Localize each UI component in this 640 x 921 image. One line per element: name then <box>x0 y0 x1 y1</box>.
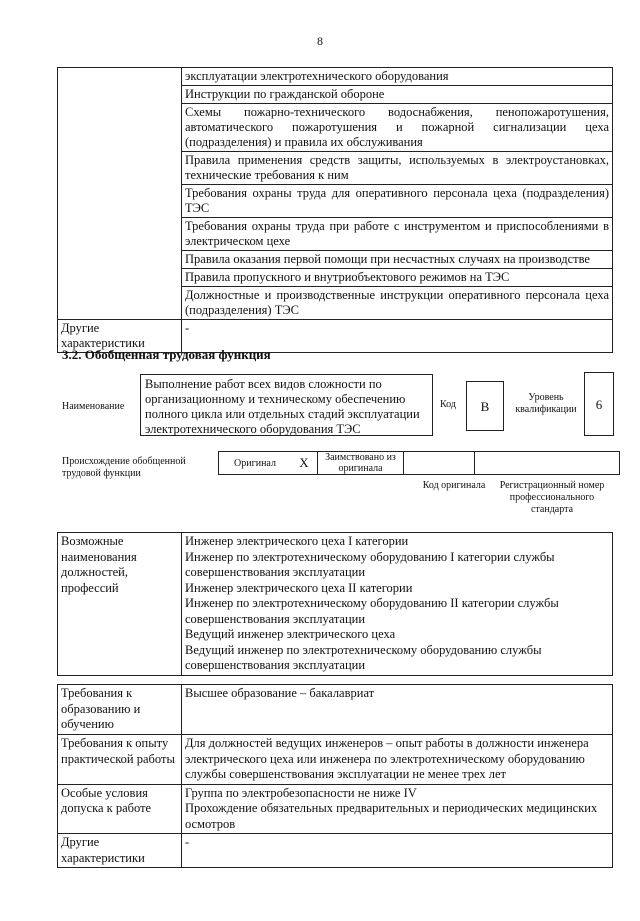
knowledge-row: Схемы пожарно-технического водоснабжения, пенопожаротушения, автоматического пожаротушения и пожарной сигнализации цеха (подразделения) и правила их обслуживания <box>182 104 613 152</box>
knowledge-row: эксплуатации электротехнического оборудования <box>182 68 613 86</box>
name-label: Наименование <box>62 401 125 412</box>
reg-number-caption: Регистрационный номер профессионального стандарта <box>499 480 605 515</box>
knowledge-row: Правила применения средств защиты, используемых в электроустановках, технические требования к ним <box>182 152 613 185</box>
code-label: Код <box>440 399 456 410</box>
knowledge-table <box>57 67 613 353</box>
knowledge-row: Инструкции по гражданской обороне <box>182 86 613 104</box>
requirements-table <box>57 684 613 868</box>
qualification-level-box: 6 <box>584 372 614 436</box>
profession-item: Инженер по электротехническому оборудованию II категории службы совершенствования эксплуатации <box>185 596 559 626</box>
professions-label: Возможные наименования должностей, профессий <box>58 533 182 676</box>
conditions-value <box>182 784 613 834</box>
origin-borrowed: Заимствовано из оригинала <box>318 452 404 475</box>
origin-label: Происхождение обобщенной трудовой функции <box>62 456 186 479</box>
condition-item: Прохождение обязательных предварительных и периодических медицинских осмотров <box>185 801 598 831</box>
knowledge-row: Правила оказания первой помощи при несчастных случаях на производстве <box>182 251 613 269</box>
other-characteristics-label: Другие характеристики <box>58 320 182 353</box>
profession-item: Инженер электрического цеха II категории <box>185 580 413 595</box>
experience-label: Требования к опыту практической работы <box>58 735 182 785</box>
code-box: B <box>466 381 504 431</box>
experience-value: Для должностей ведущих инженеров – опыт работы в должности инженера электрического цеха или инженера по электротехническому оборудованию службы совершенствования эксплуатации не менее трех лет <box>182 735 613 785</box>
professions-table <box>57 532 613 676</box>
knowledge-row: Требования охраны труда для оперативного персонала цеха (подразделения) ТЭС <box>182 185 613 218</box>
section-title: 3.2. Обобщенная трудовая функция <box>62 347 271 362</box>
knowledge-row: Требования охраны труда при работе с инструментом и приспособлениями в электрическом цехе <box>182 218 613 251</box>
page-number: 8 <box>317 34 323 48</box>
origin-mark: X <box>291 452 318 475</box>
origin-code-caption: Код оригинала <box>422 480 486 491</box>
profession-item: Инженер электрического цеха I категории <box>185 534 409 548</box>
function-name-box: Выполнение работ всех видов сложности по организационному и техническому обеспечению полного цикла или отдельных стадий эксплуатации электротехнического оборудования ТЭС <box>140 374 433 436</box>
qualification-level-label: Уровень квалификации <box>515 392 577 415</box>
profession-item: Ведущий инженер электрического цеха <box>185 627 396 641</box>
origin-original: Оригинал <box>219 452 292 475</box>
profession-item: Ведущий инженер по электротехническому оборудованию службы совершенствования эксплуатации <box>185 642 542 672</box>
knowledge-label-cell <box>58 68 182 320</box>
origin-table <box>218 451 620 475</box>
other-characteristics-value: - <box>182 834 613 868</box>
profession-item: Инженер по электротехническому оборудованию I категории службы совершенствования эксплуатации <box>185 549 555 579</box>
education-value: Высшее образование – бакалавриат <box>182 685 613 735</box>
education-label: Требования к образованию и обучению <box>58 685 182 735</box>
other-characteristics-label: Другие характеристики <box>58 834 182 868</box>
knowledge-row: Должностные и производственные инструкции оперативного персонала цеха (подразделения) ТЭС <box>182 287 613 320</box>
professions-list <box>182 533 613 676</box>
origin-code-cell <box>404 452 475 475</box>
origin-reg-cell <box>475 452 620 475</box>
condition-item: Группа по электробезопасности не ниже IV <box>185 785 417 800</box>
conditions-label: Особые условия допуска к работе <box>58 784 182 834</box>
knowledge-row: Правила пропускного и внутриобъектового режимов на ТЭС <box>182 269 613 287</box>
other-characteristics-value: - <box>182 320 613 353</box>
